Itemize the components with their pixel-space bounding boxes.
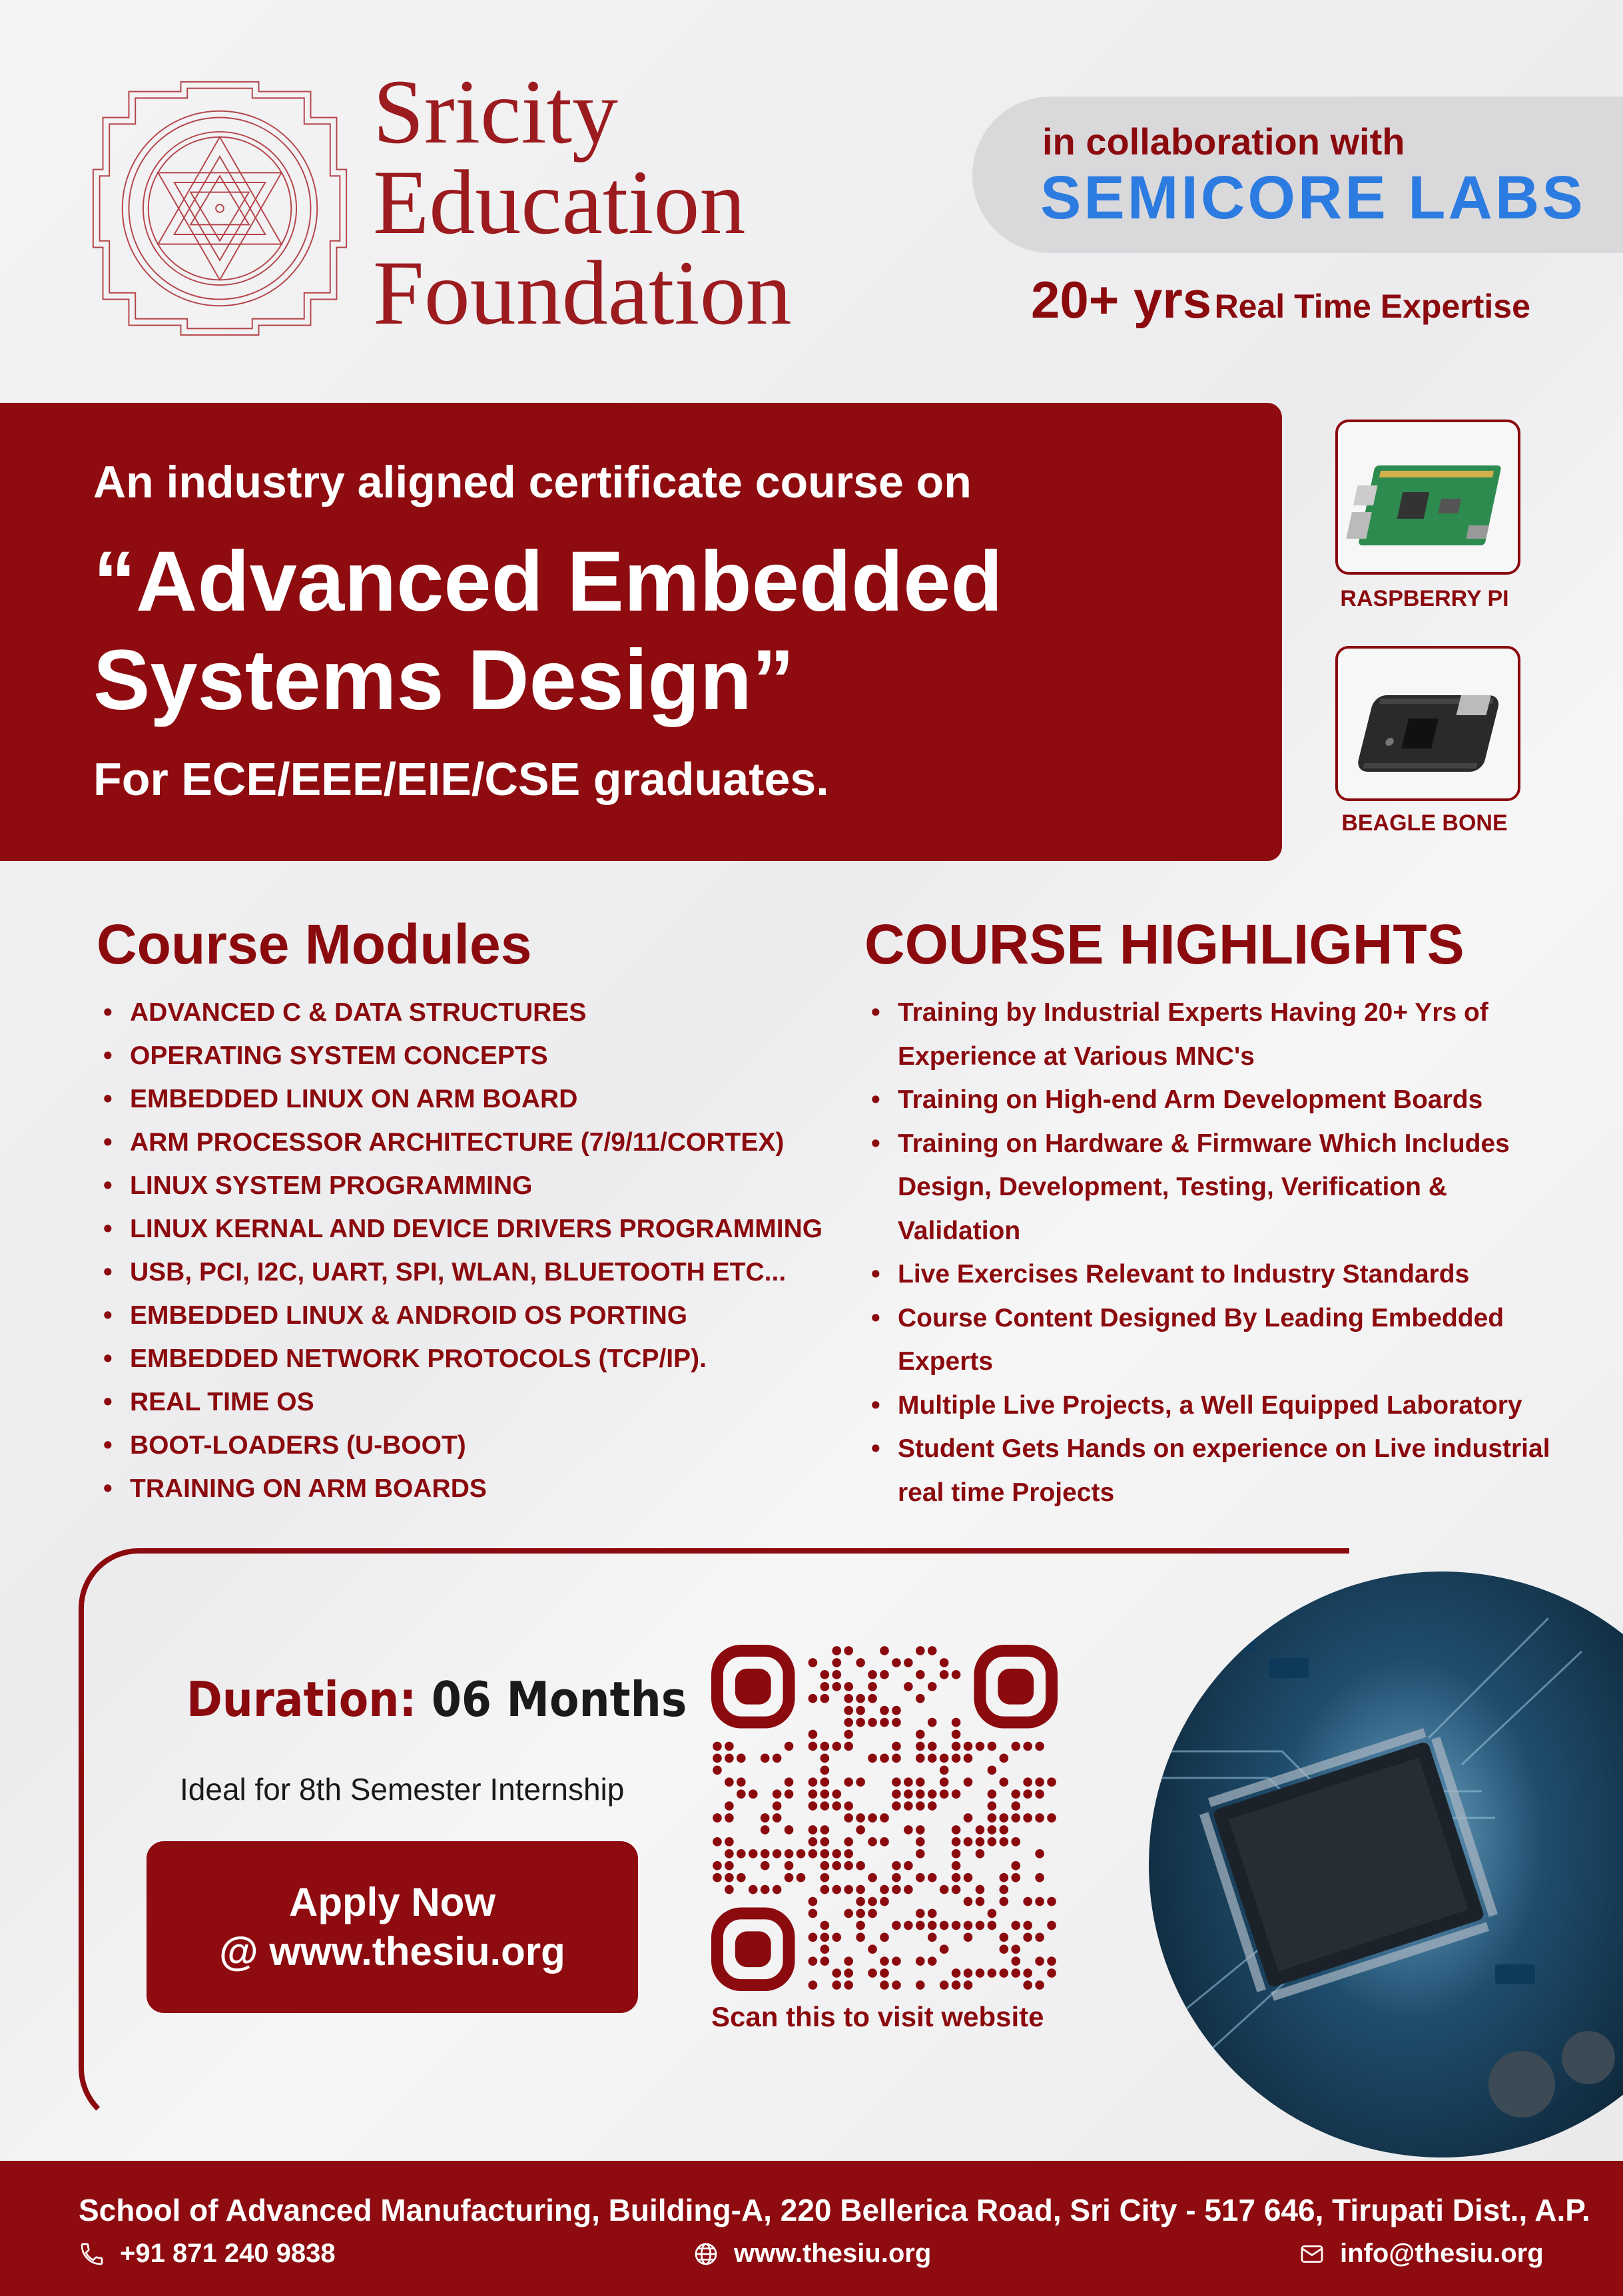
- footer-address: School of Advanced Manufacturing, Building-A, 220 Bellerica Road, Sri City - 517 646, Tirupati Dist., A.P.: [79, 2193, 1590, 2227]
- list-item: • Course Content Designed By Leading Embedded Experts: [864, 1296, 1557, 1384]
- apply-now-label: Apply Now: [289, 1880, 495, 1924]
- list-item: • Live Exercises Relevant to Industry Standards: [864, 1253, 1557, 1296]
- phone-icon: [79, 2241, 105, 2267]
- footer-website-text: www.thesiu.org: [734, 2239, 932, 2268]
- hero-intro: An industry aligned certificate course on: [93, 457, 972, 507]
- duration-label: Duration:: [186, 1671, 417, 1727]
- mail-icon: [1299, 2241, 1325, 2267]
- internship-note: Ideal for 8th Semester Internship: [180, 1772, 625, 1807]
- expertise-tagline: [1031, 270, 1530, 330]
- list-item: • LINUX KERNAL AND DEVICE DRIVERS PROGRAMMING: [97, 1207, 822, 1251]
- course-modules-list: [97, 991, 822, 1510]
- expertise-years: 20+ yrs: [1031, 270, 1212, 329]
- list-item: • Student Gets Hands on experience on Live industrial real time Projects: [864, 1427, 1557, 1514]
- footer-email[interactable]: [1299, 2239, 1544, 2269]
- list-item: • BOOT-LOADERS (U-BOOT): [97, 1424, 822, 1467]
- qr-code[interactable]: [711, 1645, 1058, 1991]
- globe-icon: [693, 2241, 719, 2267]
- raspberry-pi-card: [1335, 420, 1520, 575]
- list-item: • USB, PCI, I2C, UART, SPI, WLAN, BLUETOOTH ETC...: [97, 1251, 822, 1294]
- list-item: • ADVANCED C & DATA STRUCTURES: [97, 991, 822, 1034]
- footer-phone-text: +91 871 240 9838: [120, 2239, 336, 2268]
- footer: [0, 2161, 1623, 2296]
- duration-value: 06 Months: [431, 1671, 687, 1727]
- org-name-line2: Education: [373, 151, 746, 253]
- beagle-bone-card: [1335, 646, 1520, 801]
- list-item: • EMBEDDED LINUX & ANDROID OS PORTING: [97, 1294, 822, 1337]
- footer-website[interactable]: [693, 2239, 931, 2269]
- list-item: • OPERATING SYSTEM CONCEPTS: [97, 1034, 822, 1077]
- list-item: • REAL TIME OS: [97, 1380, 822, 1424]
- list-item: • Multiple Live Projects, a Well Equipped Laboratory: [864, 1384, 1557, 1428]
- list-item: • Training on Hardware & Firmware Which Includes Design, Development, Testing, Verification & Validation: [864, 1122, 1557, 1253]
- org-name-line1: Sricity: [373, 61, 618, 162]
- sri-yantra-logo: [90, 79, 350, 338]
- raspberry-pi-label: RASPBERRY PI: [1340, 586, 1509, 611]
- duration-info: [186, 1671, 687, 1727]
- course-title-line2: Systems Design”: [93, 633, 795, 728]
- list-item: • EMBEDDED LINUX ON ARM BOARD: [97, 1077, 822, 1121]
- footer-email-text: info@thesiu.org: [1340, 2239, 1544, 2268]
- list-item: • Training by Industrial Experts Having 20+ Yrs of Experience at Various MNC's: [864, 991, 1557, 1078]
- list-item: • Training on High-end Arm Development Boards: [864, 1078, 1557, 1122]
- apply-website: @ www.thesiu.org: [219, 1929, 565, 1974]
- apply-now-button[interactable]: [147, 1841, 638, 2013]
- raspberry-pi-board-icon: [1338, 422, 1518, 572]
- list-item: • ARM PROCESSOR ARCHITECTURE (7/9/11/CORTEX): [97, 1121, 822, 1164]
- course-highlights-list: [864, 991, 1557, 1514]
- list-item: • TRAINING ON ARM BOARDS: [97, 1467, 822, 1510]
- beagle-bone-board-icon: [1338, 649, 1518, 798]
- organization-name: [373, 61, 792, 344]
- course-highlights-title: COURSE HIGHLIGHTS: [864, 913, 1464, 976]
- partner-logo-text: SEMICORE LABS: [1040, 164, 1586, 232]
- collaboration-intro: in collaboration with: [1042, 121, 1405, 162]
- course-modules-title: Course Modules: [97, 913, 532, 976]
- hero-subtitle: For ECE/EEE/EIE/CSE graduates.: [93, 753, 829, 805]
- circuit-board-image: [1149, 1552, 1623, 2191]
- qr-caption: Scan this to visit website: [711, 2001, 1044, 2032]
- course-title: [93, 533, 1003, 730]
- beagle-bone-label: BEAGLE BONE: [1341, 810, 1508, 836]
- list-item: • LINUX SYSTEM PROGRAMMING: [97, 1164, 822, 1207]
- course-title-line1: “Advanced Embedded: [93, 534, 1003, 629]
- org-name-line3: Foundation: [373, 242, 792, 344]
- expertise-label: Real Time Expertise: [1214, 288, 1530, 325]
- footer-phone[interactable]: [79, 2239, 336, 2269]
- list-item: • EMBEDDED NETWORK PROTOCOLS (TCP/IP).: [97, 1337, 822, 1380]
